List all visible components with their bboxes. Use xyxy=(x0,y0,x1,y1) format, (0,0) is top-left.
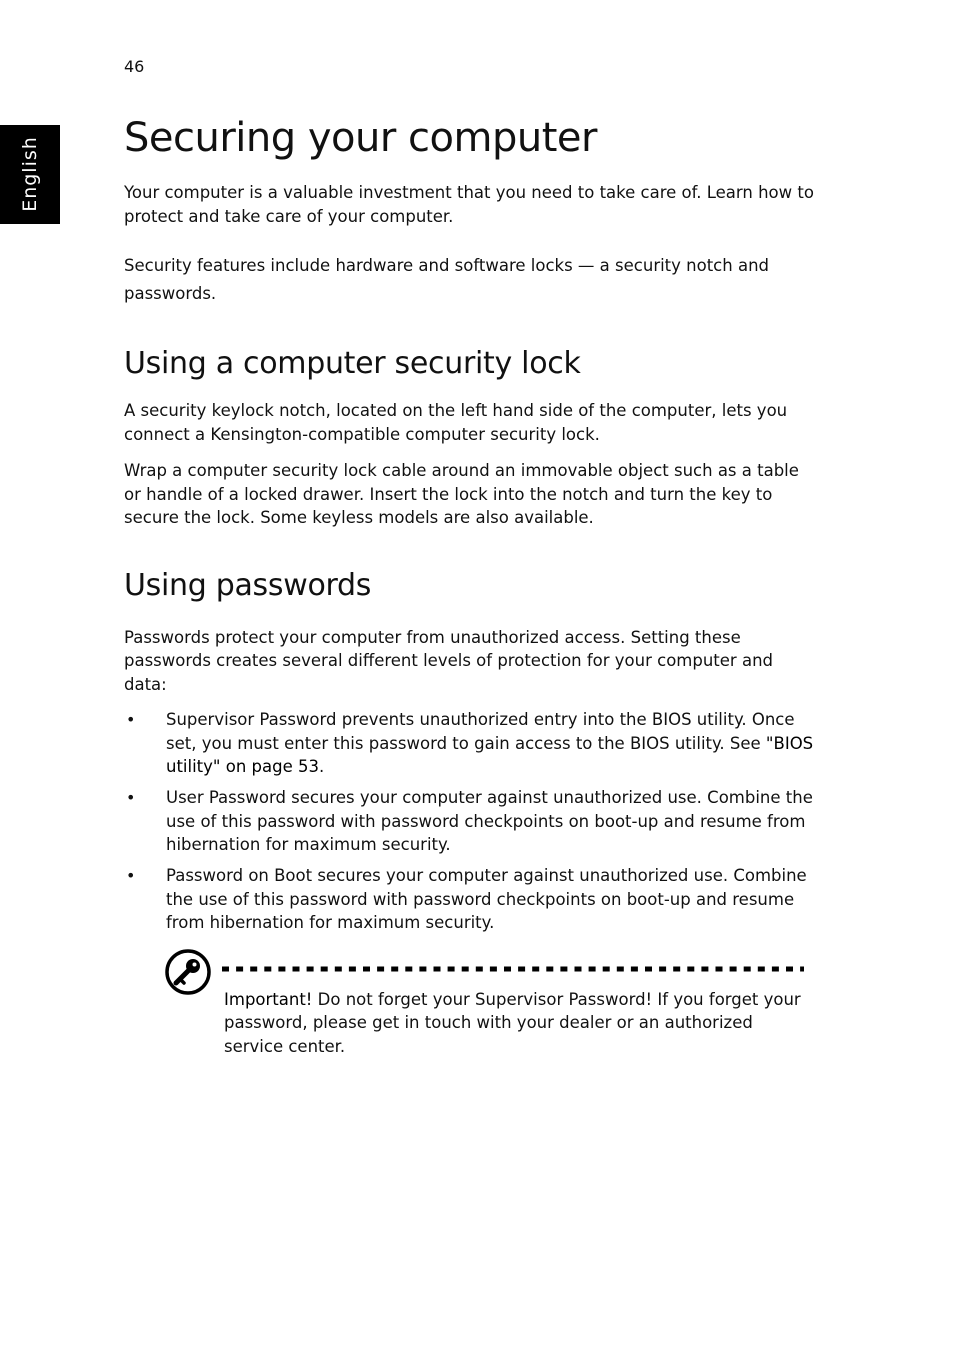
passwords-heading: Using passwords xyxy=(124,567,372,603)
page-content xyxy=(124,112,814,1069)
list-item-suffix: . xyxy=(319,757,325,776)
important-note xyxy=(165,949,814,1069)
list-item-text: Password on Boot secures your computer against unauthorized use. Combine the use of this password with password checkpoints on boot-up and resume from hibernation for maximum security. xyxy=(166,866,807,932)
page-title: Securing your computer xyxy=(124,115,597,161)
security-lock-paragraph-1: A security keylock notch, located on the left hand side of the computer, lets you connect a Kensington-compatible computer security lock. xyxy=(124,401,788,444)
intro-paragraph-2: Security features include hardware and software locks — a security notch and passwords. xyxy=(124,256,769,303)
bullet-icon: • xyxy=(126,866,136,885)
note-label: Important! xyxy=(224,989,313,1009)
note-body: Do not forget your Supervisor Password! If you forget your password, please get in touch with your dealer or an authorized service center. xyxy=(224,989,801,1056)
intro-paragraph-1: Your computer is a valuable investment that you need to take care of. Learn how to protect and take care of your computer. xyxy=(124,183,814,226)
security-lock-paragraph-2: Wrap a computer security lock cable around an immovable object such as a table or handle of a locked drawer. Insert the lock into the notch and turn the key to secure the lock. Some keyless models are also available. xyxy=(124,461,799,527)
password-types-list xyxy=(124,708,814,935)
key-icon xyxy=(165,949,211,995)
list-item-supervisor-password xyxy=(124,708,814,779)
bios-utility-link[interactable]: "BIOS utility" on page 53 xyxy=(166,733,814,776)
passwords-intro: Passwords protect your computer from unauthorized access. Setting these passwords creates several different levels of protection for your computer and data: xyxy=(124,627,774,694)
note-divider xyxy=(222,966,804,972)
list-item-user-password xyxy=(124,786,814,857)
note-text xyxy=(224,988,804,1059)
bullet-icon: • xyxy=(126,788,136,807)
bullet-icon: • xyxy=(126,710,136,729)
language-tab xyxy=(0,125,60,224)
list-item-text: User Password secures your computer against unauthorized use. Combine the use of this password with password checkpoints on boot-up and resume from hibernation for maximum security. xyxy=(166,788,813,854)
page-number: 46 xyxy=(124,57,145,76)
list-item-password-on-boot xyxy=(124,864,814,935)
security-lock-heading: Using a computer security lock xyxy=(124,346,581,381)
language-tab-label: English xyxy=(19,136,41,212)
list-item-text: Supervisor Password prevents unauthorized entry into the BIOS utility. Once set, you must enter this password to gain access to the BIOS utility. See xyxy=(166,710,795,753)
